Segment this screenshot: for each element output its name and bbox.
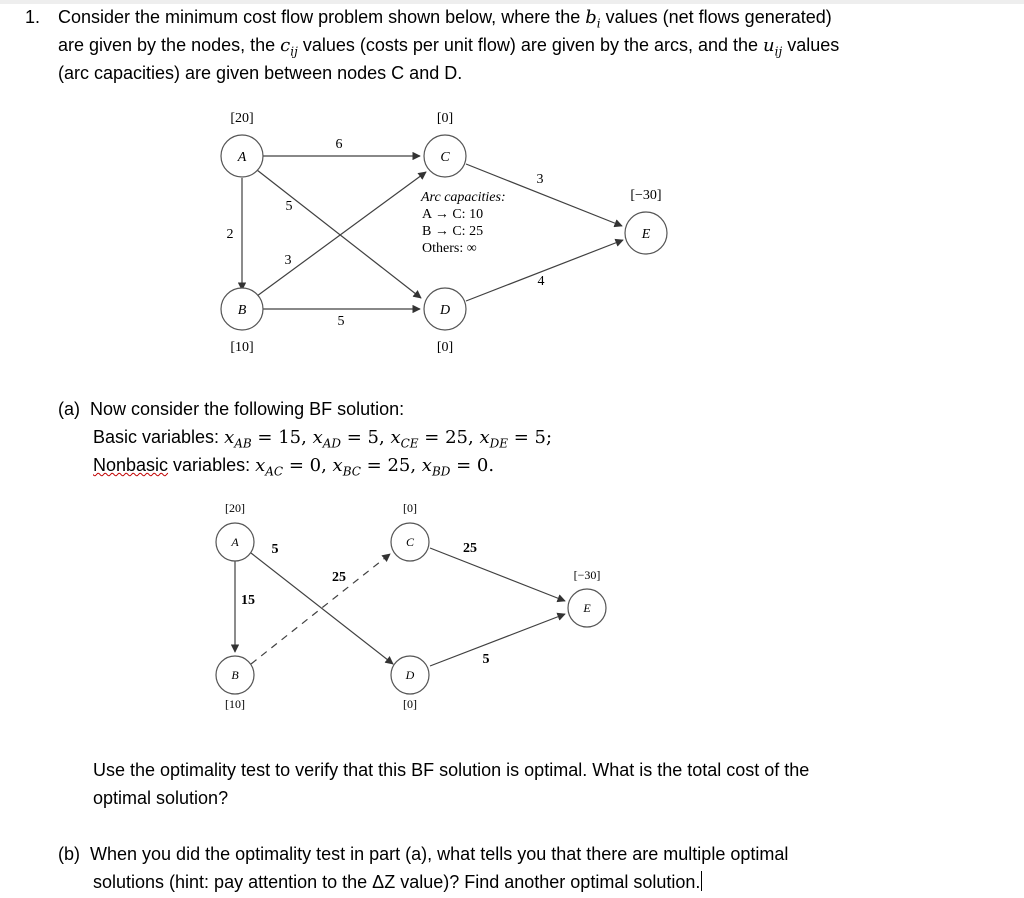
spellcheck-word: Nonbasic — [93, 455, 169, 475]
nonbasic-variables: Nonbasic variables: $x_{AC} = 0$, $x_{BC} = 25$, $x_{BD} = 0$. — [93, 455, 495, 479]
capacity-b-c: B → C: 25 — [422, 224, 484, 239]
cost-a-b: 2 — [226, 227, 234, 242]
network-diagram-2 — [0, 490, 1024, 720]
node-a-label: A — [237, 150, 247, 165]
cost-c-e: 3 — [536, 172, 544, 187]
capacity-title: Arc capacities: — [421, 190, 506, 205]
intro-line-2: are given by the nodes, the $c_{ij}$ values (costs per unit flow) are given by the arcs, and the $u_{ij}$ values — [58, 35, 840, 59]
node-d-2-label: D — [405, 668, 415, 682]
node-e-2-label: E — [583, 601, 591, 615]
capacity-a-c: A → C: 10 — [422, 207, 484, 222]
cost-a-d: 5 — [285, 199, 293, 214]
flow-arc-c-e — [430, 548, 565, 601]
cost-b-d: 5 — [337, 314, 345, 329]
node-e-label: E — [641, 227, 651, 242]
text-cursor — [701, 871, 702, 891]
node-b-supply: [10] — [230, 340, 254, 355]
node-c-label: C — [440, 150, 450, 165]
flow-a-b: 15 — [241, 593, 255, 608]
flow-arc-b-c — [251, 554, 390, 664]
node-a-supply: [20] — [230, 111, 254, 126]
cost-a-c: 6 — [335, 137, 343, 152]
part-a-question-line-1: Use the optimality test to verify that this BF solution is optimal. What is the total cost of the — [93, 760, 810, 780]
basic-variables: Basic variables: $x_{AB} = 15$, $x_{AD} = 5$, $x_{CE} = 25$, $x_{DE} = 5$; — [93, 427, 553, 451]
cost-d-e: 4 — [537, 274, 545, 289]
arc-b-c — [257, 172, 426, 296]
node-e-supply: [−30] — [630, 188, 662, 203]
node-b-label: B — [237, 303, 247, 318]
arc-d-e — [466, 240, 623, 301]
node-d-2-supply: [0] — [403, 697, 417, 711]
part-a-intro: (a) Now consider the following BF solution: — [58, 399, 405, 419]
part-b-line-1: (b) When you did the optimality test in part (a), what tells you that there are multiple optimal — [58, 844, 789, 864]
intro-line-1: Consider the minimum cost flow problem shown below, where the $b_i$ values (net flows generated) — [58, 7, 832, 31]
node-a-2-supply: [20] — [225, 501, 245, 515]
flow-d-e: 5 — [482, 652, 490, 667]
cost-b-c: 3 — [284, 253, 292, 268]
network-diagram-1 — [0, 0, 1024, 380]
node-e-2-supply: [−30] — [573, 568, 601, 582]
arc-a-d — [257, 170, 421, 298]
flow-b-c: 25 — [332, 570, 346, 585]
flow-a-d: 5 — [271, 542, 279, 557]
node-d-label: D — [439, 303, 451, 318]
part-a-question-line-2: optimal solution? — [93, 788, 229, 808]
node-c-supply: [0] — [436, 111, 454, 126]
node-b-2-supply: [10] — [225, 697, 245, 711]
intro-line-3: (arc capacities) are given between nodes C and D. — [58, 63, 463, 83]
node-c-2-label: C — [405, 535, 415, 549]
part-b-line-2: solutions (hint: pay attention to the ΔZ value)? Find another optimal solution. — [93, 872, 701, 892]
question-number: 1. — [25, 7, 41, 27]
node-c-2-supply: [0] — [403, 501, 417, 515]
node-b-2-label: B — [231, 668, 239, 682]
flow-c-e: 25 — [463, 541, 477, 556]
flow-arc-d-e — [430, 614, 565, 666]
capacity-others: Others: ∞ — [422, 241, 477, 256]
node-a-2-label: A — [231, 535, 239, 549]
node-d-supply: [0] — [436, 340, 454, 355]
